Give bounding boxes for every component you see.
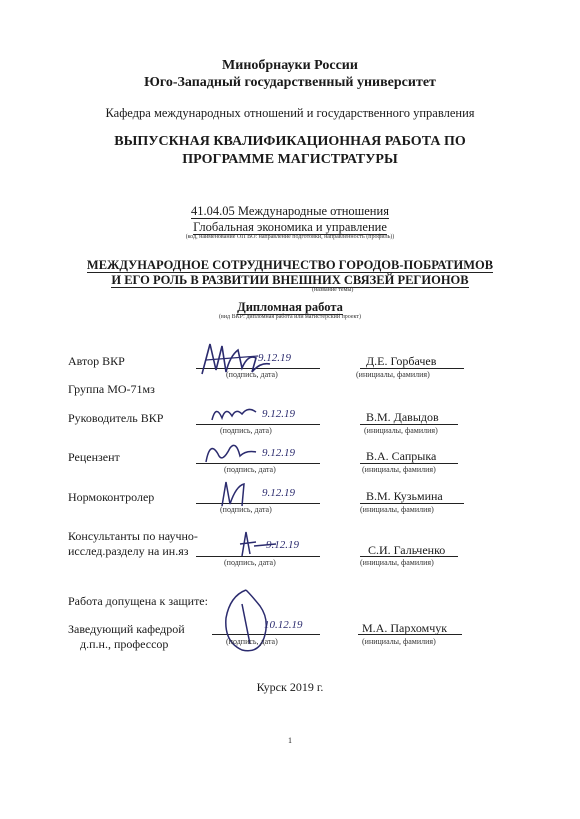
head-label-line2: д.п.н., профессор (80, 637, 169, 651)
norm-controller-sig-caption: (подпись, дата) (220, 505, 272, 514)
supervisor-signature (208, 398, 268, 428)
consultant-label-line2: исслед.разделу на ин.яз (68, 544, 189, 558)
consultant-name-line (360, 556, 458, 557)
head-sig-caption: (подпись, дата) (226, 637, 278, 646)
work-type-caption: (вид ВКР: дипломная работа или магистерский проект) (219, 314, 361, 320)
head-name-line (358, 634, 462, 635)
consultant-sig-caption: (подпись, дата) (224, 558, 276, 567)
head-label-line1: Заведующий кафедрой (68, 622, 185, 636)
program-caption: (код, наименование ОП ВО: направление подготовки, направленность (профиль)) (185, 234, 395, 240)
topic-line2: И ЕГО РОЛЬ В РАЗВИТИИ ВНЕШНИХ СВЯЗЕЙ РЕГИОНОВ (111, 273, 469, 287)
document-title-line1: ВЫПУСКНАЯ КВАЛИФИКАЦИОННАЯ РАБОТА ПО (114, 134, 466, 149)
work-type: Дипломная работа (237, 300, 343, 314)
reviewer-label: Рецензент (68, 450, 120, 464)
topic-line1: МЕЖДУНАРОДНОЕ СОТРУДНИЧЕСТВО ГОРОДОВ-ПОБРАТИМОВ (86, 258, 494, 272)
norm-controller-date: 9.12.19 (262, 487, 295, 499)
supervisor-sig-caption: (подпись, дата) (220, 426, 272, 435)
reviewer-name-caption: (инициалы, фамилия) (362, 465, 436, 474)
consultant-name-caption: (инициалы, фамилия) (360, 558, 434, 567)
program-code: 41.04.05 Международные отношения (191, 204, 389, 218)
norm-controller-name-caption: (инициалы, фамилия) (360, 505, 434, 514)
norm-controller-name: В.М. Кузьмина (366, 489, 443, 503)
admitted-label: Работа допущена к защите: (68, 594, 208, 608)
city-year: Курск 2019 г. (256, 680, 324, 694)
page-number: 1 (288, 736, 292, 745)
program-profile: Глобальная экономика и управление (193, 220, 387, 234)
consultant-date: 9.12.19 (266, 539, 299, 551)
author-name-line (360, 368, 464, 369)
topic-caption: (название темы) (312, 287, 354, 293)
head-date: 10.12.19 (264, 619, 303, 631)
document-title-line2: ПРОГРАММЕ МАГИСТРАТУРЫ (182, 152, 398, 167)
author-label: Автор ВКР (68, 354, 125, 368)
head-name: М.А. Пархомчук (362, 621, 448, 635)
norm-controller-label: Нормоконтролер (68, 490, 155, 504)
reviewer-sig-caption: (подпись, дата) (224, 465, 276, 474)
supervisor-label: Руководитель ВКР (68, 411, 164, 425)
supervisor-name: В.М. Давыдов (366, 410, 439, 424)
author-date: 9.12.19 (258, 352, 291, 364)
university-name: Юго-Западный государственный университет (144, 75, 436, 90)
supervisor-name-caption: (инициалы, фамилия) (364, 426, 438, 435)
supervisor-name-line (360, 424, 458, 425)
consultant-name: С.И. Гальченко (368, 543, 446, 557)
group-label: Группа МО-71мз (68, 382, 155, 396)
supervisor-date: 9.12.19 (262, 408, 295, 420)
ministry-name: Минобрнауки России (222, 58, 358, 73)
reviewer-signature (200, 436, 266, 468)
reviewer-name-line (360, 463, 458, 464)
author-name-caption: (инициалы, фамилия) (356, 370, 430, 379)
consultant-label-line1: Консультанты по научно- (68, 529, 198, 543)
department-name: Кафедра международных отношений и государственного управления (105, 106, 475, 120)
head-name-caption: (инициалы, фамилия) (362, 637, 436, 646)
norm-controller-name-line (360, 503, 464, 504)
author-sig-caption: (подпись, дата) (226, 370, 278, 379)
reviewer-name: В.А. Сапрыка (366, 449, 437, 463)
reviewer-date: 9.12.19 (262, 447, 295, 459)
author-name: Д.Е. Горбачев (366, 354, 437, 368)
